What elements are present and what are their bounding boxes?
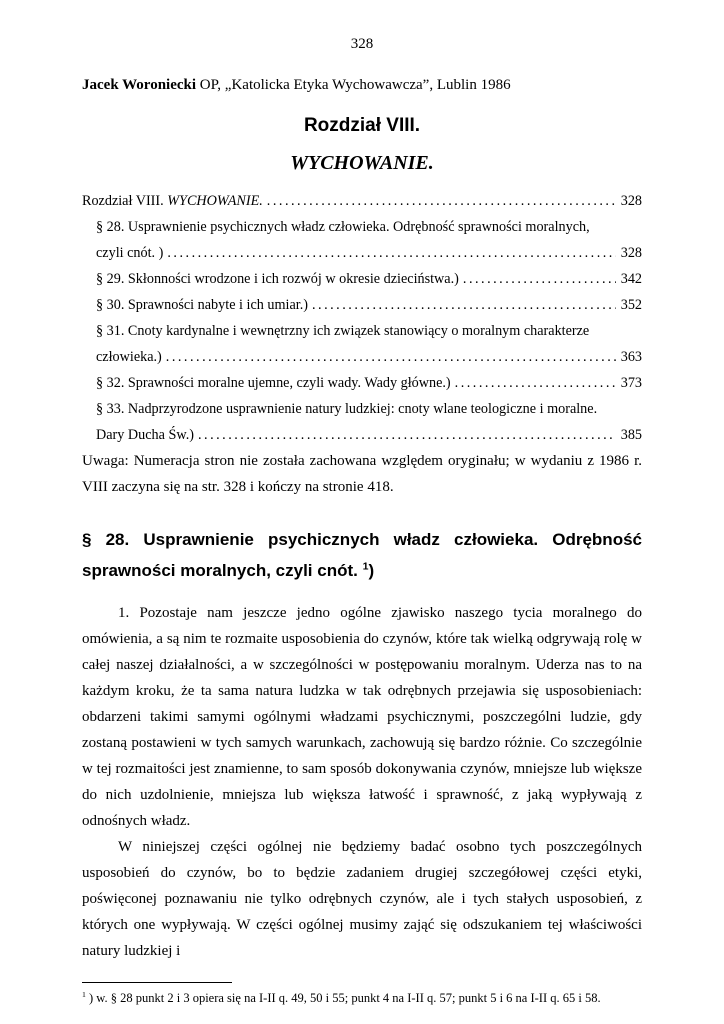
- table-of-contents: [82, 188, 642, 500]
- header-citation: OP, „Katolicka Etyka Wychowawcza”, Lublin 1986: [196, 77, 511, 93]
- footnote-separator: [82, 982, 232, 983]
- toc-leader: [463, 266, 616, 292]
- page-number: 328: [350, 36, 374, 52]
- footnote-text: ) w. § 28 punkt 2 i 3 opiera się na I-II q. 49, 50 i 55; punkt 4 na I-II q. 57; punkt 5 i 6 na I-II q. 65 i 58.: [85, 991, 601, 1005]
- toc-leader: [267, 188, 616, 214]
- toc-entry-section-29: [82, 266, 642, 292]
- toc-leader: [166, 344, 616, 370]
- toc-label: § 32. Sprawności moralne ujemne, czyli wady. Wady główne.): [96, 375, 451, 391]
- toc-label: człowieka.): [96, 349, 162, 365]
- footnote-number: 1: [82, 989, 86, 999]
- toc-leader: [312, 292, 616, 318]
- paragraph: W niniejszej części ogólnej nie będziemy badać osobno tych poszczególnych usposobień do czynów, bo to będzie zadaniem drugiej szczegółowej części etyki, poświęconej poznawaniu nie tylko odrębnych czynów, ale i tych stałych usposobień, z których one wypływają. W części ogólnej musimy zająć się odszukaniem tej właściwości natury ludzkiej i: [82, 839, 642, 959]
- toc-leader: [455, 370, 616, 396]
- toc-page-number: 352: [620, 297, 642, 313]
- toc-entry-section-33: [82, 396, 642, 448]
- toc-label: czyli cnót. ): [96, 245, 164, 261]
- chapter-title: Rozdział VIII.: [303, 115, 421, 136]
- toc-label: [82, 188, 263, 214]
- toc-note: Uwaga: Numeracja stron nie została zachowana względem oryginału; w wydaniu z 1986 r. VIII zaczyna się na str. 328 i kończy na stronie 418.: [82, 453, 642, 495]
- document-header: [82, 77, 642, 94]
- toc-label: § 31. Cnoty kardynalne i wewnętrzny ich związek stanowiący o moralnym charakterze: [96, 323, 590, 339]
- toc-page-number: 363: [620, 349, 642, 365]
- toc-entry-section-30: [82, 292, 642, 318]
- toc-entry-chapter: [82, 188, 642, 214]
- toc-page-number: 373: [620, 375, 642, 391]
- toc-label: § 33. Nadprzyrodzone usprawnienie natury ludzkiej: cnoty wlane teologiczne i moralne.: [96, 401, 598, 417]
- chapter-subtitle: WYCHOWANIE.: [290, 152, 434, 174]
- toc-page-number: 385: [620, 427, 642, 443]
- toc-entry-section-31: [82, 318, 642, 370]
- toc-label-italic: WYCHOWANIE.: [167, 193, 263, 209]
- toc-page-number: 342: [620, 271, 642, 287]
- toc-entry-section-32: [82, 370, 642, 396]
- toc-label-plain: Rozdział VIII.: [82, 193, 168, 209]
- footnote: [82, 990, 642, 1007]
- section-heading: [82, 524, 642, 586]
- toc-label: § 29. Skłonności wrodzone i ich rozwój w okresie dzieciństwa.): [96, 271, 459, 287]
- toc-label: Dary Ducha Św.): [96, 427, 194, 443]
- section-heading-text: § 28. Usprawnienie psychicznych władz człowieka. Odrębność sprawności moralnych, czyli cnót.: [82, 530, 642, 580]
- paragraph: 1. Pozostaje nam jeszcze jedno ogólne zjawisko naszego tycia moralnego do omówienia, a są nim te rozmaite usposobienia do czynów, które tak wielką odgrywają rolę w całej naszej działalności, a w szczególności w postępowaniu moralnym. Uderza nas to na każdym kroku, że ta sama natura ludzka w tak odrębnych przejawia się usposobieniach: obdarzeni takimi samymi ogólnymi władzami psychicznymi, poszczególni ludzie, gdy zostaną postawieni w tych samych warunkach, zachowują się bardzo różnie. Co szczególnie w tej rozmaitości jest znamienne, to sam sposób dokonywania czynów, mniejsze lub większe do nich uzdolnienie, mniejsza lub większa łatwość i sprawność, z jaką wypływają z odnośnych władz.: [82, 605, 642, 829]
- toc-leader: [167, 240, 615, 266]
- footnote-reference: 1: [362, 560, 369, 573]
- author-name: Jacek Woroniecki: [82, 77, 197, 93]
- toc-page-number: 328: [620, 193, 642, 209]
- toc-page-number: 328: [620, 245, 642, 261]
- toc-entry-section-28: [82, 214, 642, 266]
- toc-label: § 28. Usprawnienie psychicznych władz człowieka. Odrębność sprawności moralnych,: [96, 219, 590, 235]
- toc-leader: [198, 422, 616, 448]
- toc-label: § 30. Sprawności nabyte i ich umiar.): [96, 297, 308, 313]
- section-heading-close: ): [368, 561, 375, 580]
